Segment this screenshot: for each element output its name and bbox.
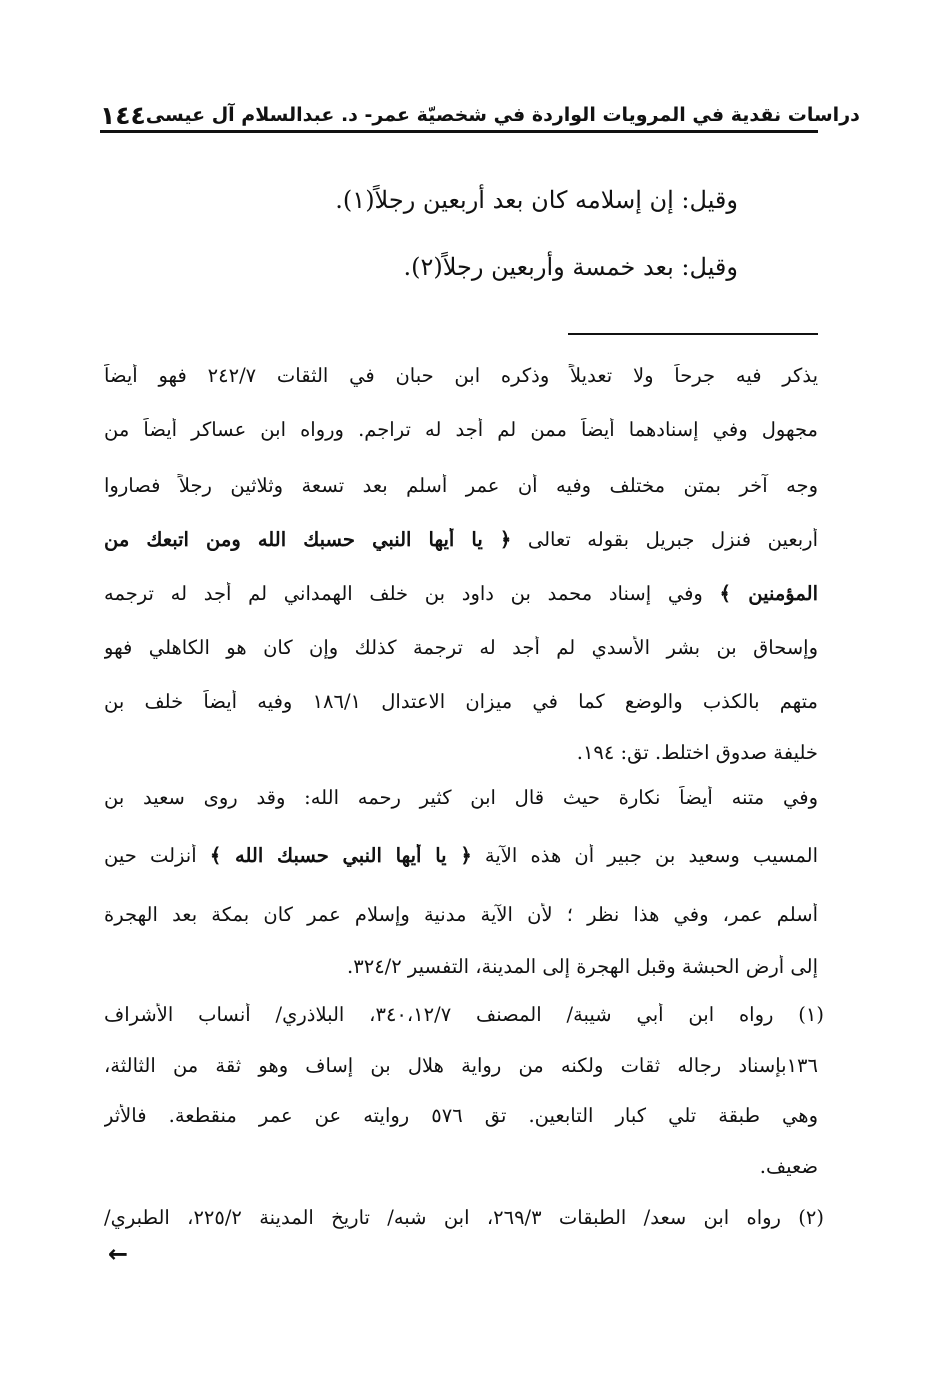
footnote-1-line-3: وهي طبقة تلي كبار التابعين. تق ٥٧٦ روايته عن عمر منقطعة. فالأثر [104, 1104, 818, 1127]
note-line-5 [104, 582, 818, 605]
footnote-1-line-1: (١) رواه ابن أبي شيبة/ المصنف ٣٤٠،١٢/٧، البلاذري/ أنساب الأشراف [104, 1003, 824, 1026]
note-line-10 [104, 844, 818, 867]
quran-verse-2: ﴿ يا أيها النبي حسبك الله ﴾ [209, 844, 472, 867]
note-line-10-text: المسيب وسعيد بن جبير أن هذه الآية [484, 844, 818, 867]
page-number: ١٤٤ [100, 100, 146, 130]
note-line-5-text: وفي إسناد محمد بن داود بن خلف الهمداني لم أجد له ترجمه [104, 582, 703, 605]
continuation-arrow-icon: ← [108, 1240, 129, 1268]
note-line-9: وفي متنه أيضاً نكارة حيث قال ابن كثير رحمه الله: وقد روى سعيد بن [104, 786, 818, 809]
note-line-12: إلى أرض الحبشة وقبل الهجرة إلى المدينة، التفسير ٣٢٤/٢. [347, 955, 818, 978]
body-line-1: وقيل: إن إسلامه كان بعد أربعين رجلاً(١). [335, 186, 738, 214]
footnote-1-line-4: ضعيف. [759, 1155, 818, 1178]
footnote-2-line-1: (٢) رواه ابن سعد/ الطبقات ٢٦٩/٣، ابن شبه/ تاريخ المدينة ٢٢٥/٢، الطبري/ [104, 1206, 824, 1229]
page-header [100, 98, 860, 132]
note-line-10-end: أنزلت حين [104, 844, 197, 867]
note-line-7: متهم بالكذب والوضع كما في ميزان الاعتدال ١٨٦/١ وفيه أيضاً خلف بن [104, 690, 818, 713]
note-line-11: أسلم عمر، وفي هذا نظر ؛ لأن الآية مدنية وإسلام عمر كان بمكة بعد الهجرة [104, 903, 818, 926]
footnote-separator [568, 333, 818, 335]
running-title: دراسات نقدية في المرويات الواردة في شخصيّة عمر- د. عبدالسلام آل عيسى [145, 104, 860, 126]
quran-verse: ﴿ يا أيها النبي حسبك الله ومن اتبعك من [104, 528, 512, 551]
note-line-6: وإسحاق بن بشر الأسدي لم أجد له ترجمة كذلك وإن كان هو الكاهلي فهو [104, 636, 818, 659]
footnote-1-line-2: ١٣٦بإسناد رجاله ثقات ولكنه من رواية هلال بن إساف وهو ثقة من الثالثة، [104, 1054, 818, 1077]
note-line-8: خليفة صدوق اختلط. تق: ١٩٤. [576, 741, 818, 764]
note-line-1: يذكر فيه جرحاً ولا تعديلاً وذكره ابن حبان في الثقات ٢٤٢/٧ فهو أيضاً [104, 364, 818, 387]
note-line-4 [104, 528, 818, 551]
body-line-2: وقيل: بعد خمسة وأربعين رجلاً(٢). [403, 253, 738, 281]
header-rule [100, 130, 818, 133]
note-line-2: مجهول وفي إسنادهما أيضاً ممن لم أجد له تراجم. ورواه ابن عساكر أيضاً من [104, 418, 818, 441]
note-line-4-text: أربعين فنزل جبريل بقوله تعالى [527, 528, 818, 551]
note-line-3: وجه آخر بمتن مختلف وفيه أن عمر أسلم بعد تسعة وثلاثين رجلاً فصاروا [104, 474, 818, 497]
quran-verse-end: المؤمنين ﴾ [719, 582, 818, 605]
